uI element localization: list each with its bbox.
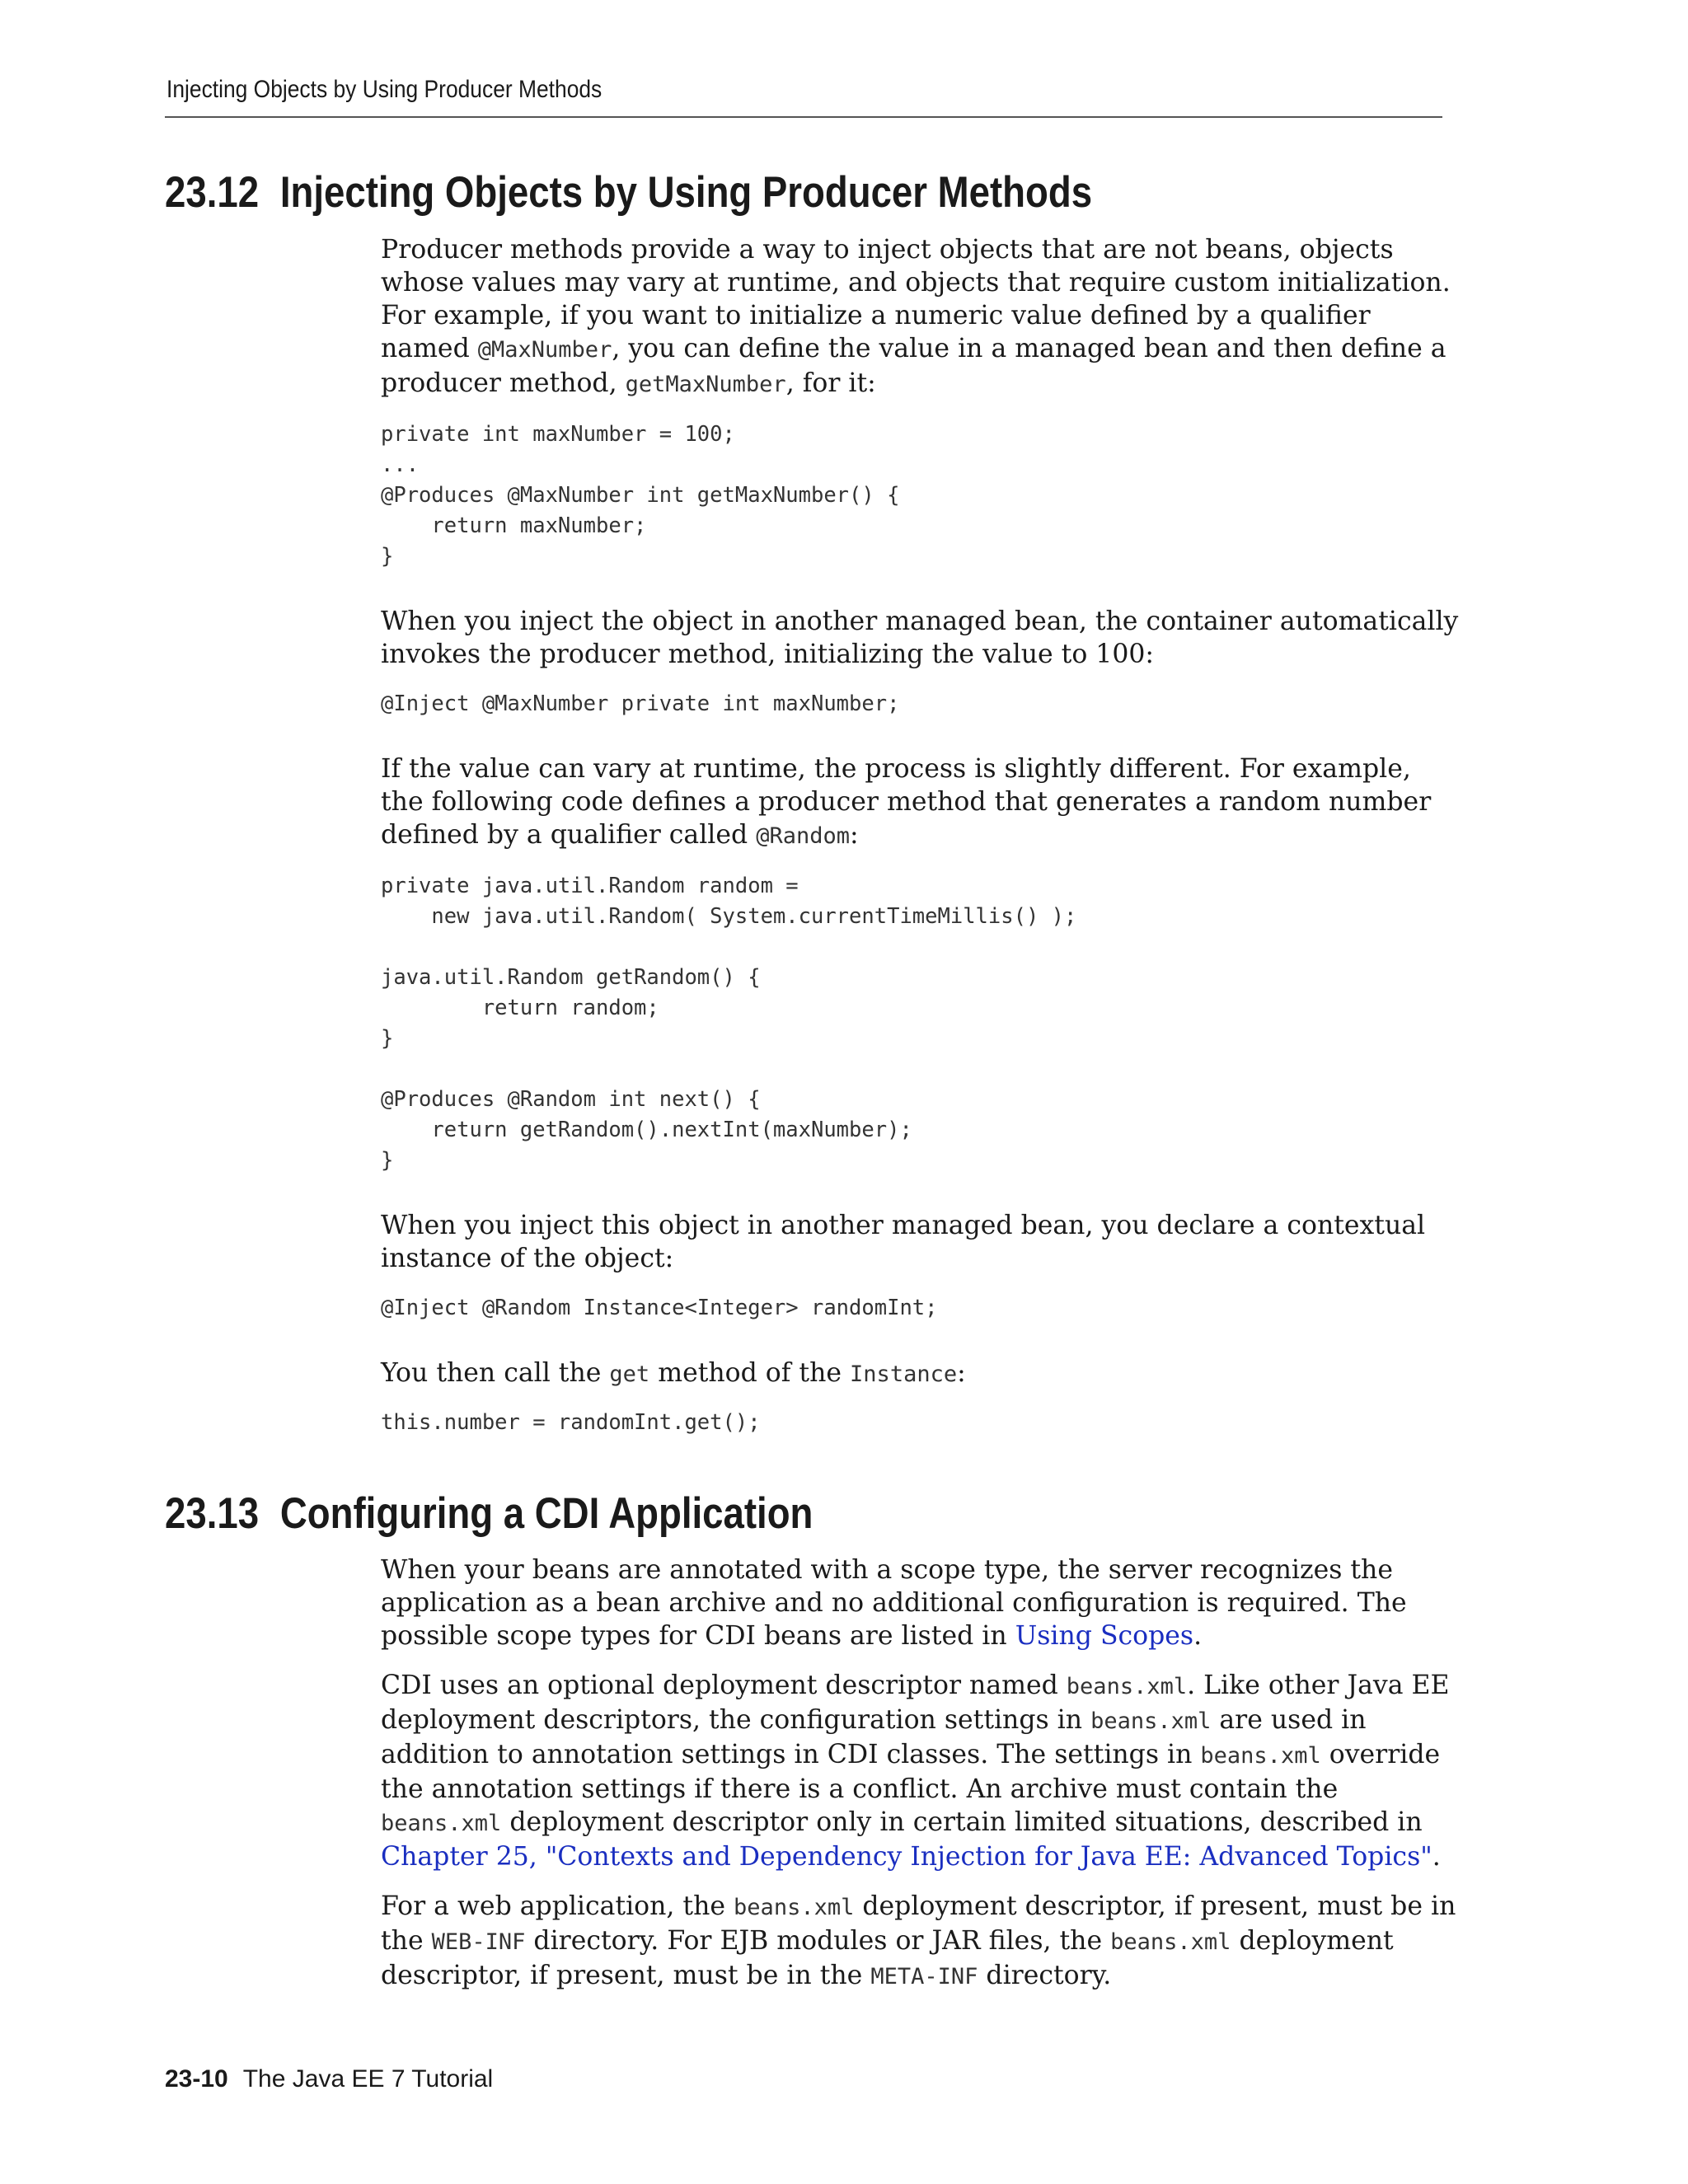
inline-code: beans.xml xyxy=(734,1895,855,1920)
link-chapter-25[interactable]: Chapter 25, "Contexts and Dependency Injection for Java EE: Advanced Topics" xyxy=(381,1842,1432,1872)
paragraph: When you inject the object in another managed bean, the container automatically invokes the producer method, initializing the value to 100: xyxy=(381,607,1459,669)
section-number: 23.13 xyxy=(165,1489,260,1538)
section-title: Injecting Objects by Using Producer Methods xyxy=(279,168,1093,217)
page-number: 23-10 xyxy=(165,2065,228,2093)
inline-code: META-INF xyxy=(870,1964,978,1990)
paragraph: You then call the get method of the Instance: xyxy=(381,1358,966,1388)
link-using-scopes[interactable]: Using Scopes xyxy=(1015,1621,1194,1651)
inline-code: Instance xyxy=(850,1361,958,1387)
paragraph: When your beans are annotated with a scope type, the server recognizes the application as a bean archive and no additional configuration is required. The possible scope types for CDI beans are listed in Using Scopes. xyxy=(381,1555,1407,1651)
inline-code: beans.xml xyxy=(381,1811,502,1836)
inline-code: beans.xml xyxy=(1066,1674,1188,1699)
inline-code: @MaxNumber xyxy=(477,337,612,363)
code-block: this.number = randomInt.get(); xyxy=(381,1410,761,1435)
paragraph: If the value can vary at runtime, the process is slightly different. For example, the following code defines a producer method that generates a random number defined by a qualifier called @Random: xyxy=(381,754,1432,850)
inline-code: getMaxNumber xyxy=(625,372,786,397)
section-heading-23-12 xyxy=(165,167,1092,218)
inline-code: beans.xml xyxy=(1110,1929,1231,1955)
header-rule xyxy=(165,116,1442,118)
code-block: private int maxNumber = 100; ... @Produces @MaxNumber int getMaxNumber() { return maxNumber; } xyxy=(381,422,900,569)
section-title: Configuring a CDI Application xyxy=(279,1489,814,1538)
page-footer xyxy=(165,2065,493,2093)
paragraph: Producer methods provide a way to inject objects that are not beans, objects whose values may vary at runtime, and objects that require custom initialization. For example, if you want to initialize a numeric value defined by a qualifier named @MaxNumber, you can define the value in a managed bean and then define a producer method, getMaxNumber, for it: xyxy=(381,235,1451,398)
inline-code: WEB-INF xyxy=(431,1929,526,1955)
running-header: Injecting Objects by Using Producer Methods xyxy=(166,76,603,103)
code-block: private java.util.Random random = new java.util.Random( System.currentTimeMillis() ); java.util.Random getRandom() { return random; } @Produces @Random int next() { return getRandom().nextInt(maxNumber); } xyxy=(381,874,1077,1173)
code-block: @Inject @MaxNumber private int maxNumber; xyxy=(381,691,900,716)
code-block: @Inject @Random Instance<Integer> randomInt; xyxy=(381,1296,938,1320)
inline-code: @Random xyxy=(756,823,850,849)
paragraph: CDI uses an optional deployment descriptor named beans.xml. Like other Java EE deployment descriptors, the configuration settings in beans.xml are used in addition to annotation settings in CDI classes. The settings in beans.xml override the annotation settings if there is a conflict. An archive must contain the beans.xml deployment descriptor only in certain limited situations, described in Chapter 25, "Contexts and Dependency Injection for Java EE: Advanced Topics". xyxy=(381,1671,1450,1872)
book-title: The Java EE 7 Tutorial xyxy=(242,2065,494,2093)
section-number: 23.12 xyxy=(165,168,260,217)
inline-code: beans.xml xyxy=(1090,1708,1212,1734)
paragraph: For a web application, the beans.xml deployment descriptor, if present, must be in the WEB-INF directory. For EJB modules or JAR files, the beans.xml deployment descriptor, if present, must be in the META-INF directory. xyxy=(381,1891,1456,1990)
section-23-13-body xyxy=(381,1554,1461,1994)
paragraph: When you inject this object in another managed bean, you declare a contextual instance of the object: xyxy=(381,1211,1426,1273)
section-heading-23-13 xyxy=(165,1488,813,1539)
inline-code: get xyxy=(609,1361,650,1387)
section-23-12-body xyxy=(381,233,1461,1438)
inline-code: beans.xml xyxy=(1200,1743,1321,1769)
